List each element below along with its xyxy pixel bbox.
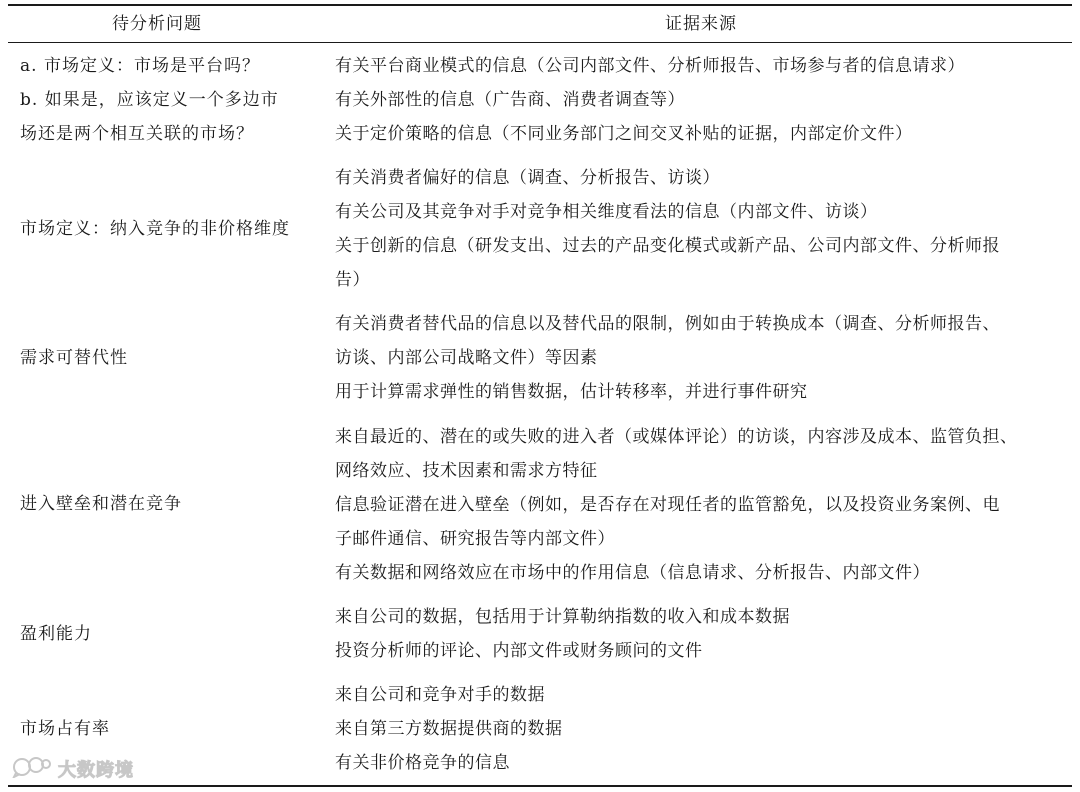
evidence-line: 用于计算需求弹性的销售数据，估计转移率，并进行事件研究 <box>335 382 808 402</box>
evidence-line: 来自公司和竞争对手的数据 <box>335 685 545 705</box>
issue-cell <box>20 341 320 375</box>
evidence-line: 来自第三方数据提供商的数据 <box>335 719 563 739</box>
evidence-line: 来自最近的、潜在的或失败的进入者（或媒体评论）的访谈，内容涉及成本、监管负担、 <box>335 427 1018 447</box>
evidence-line: 有关平台商业模式的信息（公司内部文件、分析师报告、市场参与者的信息请求） <box>335 56 965 76</box>
issue-line: 市场占有率 <box>20 719 110 739</box>
watermark-text: 大数跨境 <box>58 760 134 781</box>
evidence-line: 投资分析师的评论、内部文件或财务顾问的文件 <box>335 641 703 661</box>
evidence-line: 子邮件通信、研究报告等内部文件） <box>335 529 615 549</box>
evidence-line: 关于创新的信息（研发支出、过去的产品变化模式或新产品、公司内部文件、分析师报 <box>335 236 1000 256</box>
header-evidence: 证据来源 <box>665 14 737 34</box>
evidence-line: 网络效应、技术因素和需求方特征 <box>335 461 598 481</box>
evidence-cell <box>335 600 1070 668</box>
issue-cell <box>20 49 320 151</box>
watermark <box>12 756 134 782</box>
evidence-cell <box>335 678 1070 780</box>
evidence-line: 有关消费者偏好的信息（调查、分析报告、访谈） <box>335 168 720 188</box>
issue-line: 场还是两个相互关联的市场？ <box>20 124 254 144</box>
evidence-line: 来自公司的数据，包括用于计算勒纳指数的收入和成本数据 <box>335 607 790 627</box>
evidence-line: 有关消费者替代品的信息以及替代品的限制，例如由于转换成本（调查、分析师报告、 <box>335 314 1000 334</box>
issue-cell <box>20 712 320 746</box>
issue-line: 盈利能力 <box>20 624 92 644</box>
issue-cell <box>20 212 320 246</box>
evidence-line: 有关外部性的信息（广告商、消费者调查等） <box>335 90 685 110</box>
issue-line: 市场定义：纳入竞争的非价格维度 <box>20 219 290 239</box>
evidence-line: 有关非价格竞争的信息 <box>335 753 510 773</box>
evidence-line: 访谈、内部公司战略文件）等因素 <box>335 348 598 368</box>
issue-line: 进入壁垒和潜在竞争 <box>20 494 182 514</box>
header-issue: 待分析问题 <box>112 14 202 34</box>
table-top-rule <box>8 4 1072 6</box>
evidence-line: 关于定价策略的信息（不同业务部门之间交叉补贴的证据，内部定价文件） <box>335 124 913 144</box>
issue-cell <box>20 617 320 651</box>
evidence-cell <box>335 307 1070 409</box>
evidence-cell <box>335 420 1070 590</box>
evidence-line: 信息验证潜在进入壁垒（例如，是否存在对现任者的监管豁免，以及投资业务案例、电 <box>335 495 1000 515</box>
chat-bubble-logo-icon <box>12 756 52 782</box>
table-header-rule <box>8 42 1072 43</box>
issue-line: b. 如果是，应该定义一个多边市 <box>20 90 279 110</box>
evidence-cell <box>335 161 1070 297</box>
evidence-line: 告） <box>335 270 370 290</box>
evidence-cell <box>335 49 1070 151</box>
issue-line: a. 市场定义：市场是平台吗？ <box>20 56 260 76</box>
evidence-line: 有关公司及其竞争对手对竞争相关维度看法的信息（内部文件、访谈） <box>335 202 878 222</box>
evidence-line: 有关数据和网络效应在市场中的作用信息（信息请求、分析报告、内部文件） <box>335 563 930 583</box>
issue-cell <box>20 487 320 521</box>
issue-line: 需求可替代性 <box>20 348 128 368</box>
table-bottom-rule <box>8 785 1072 787</box>
